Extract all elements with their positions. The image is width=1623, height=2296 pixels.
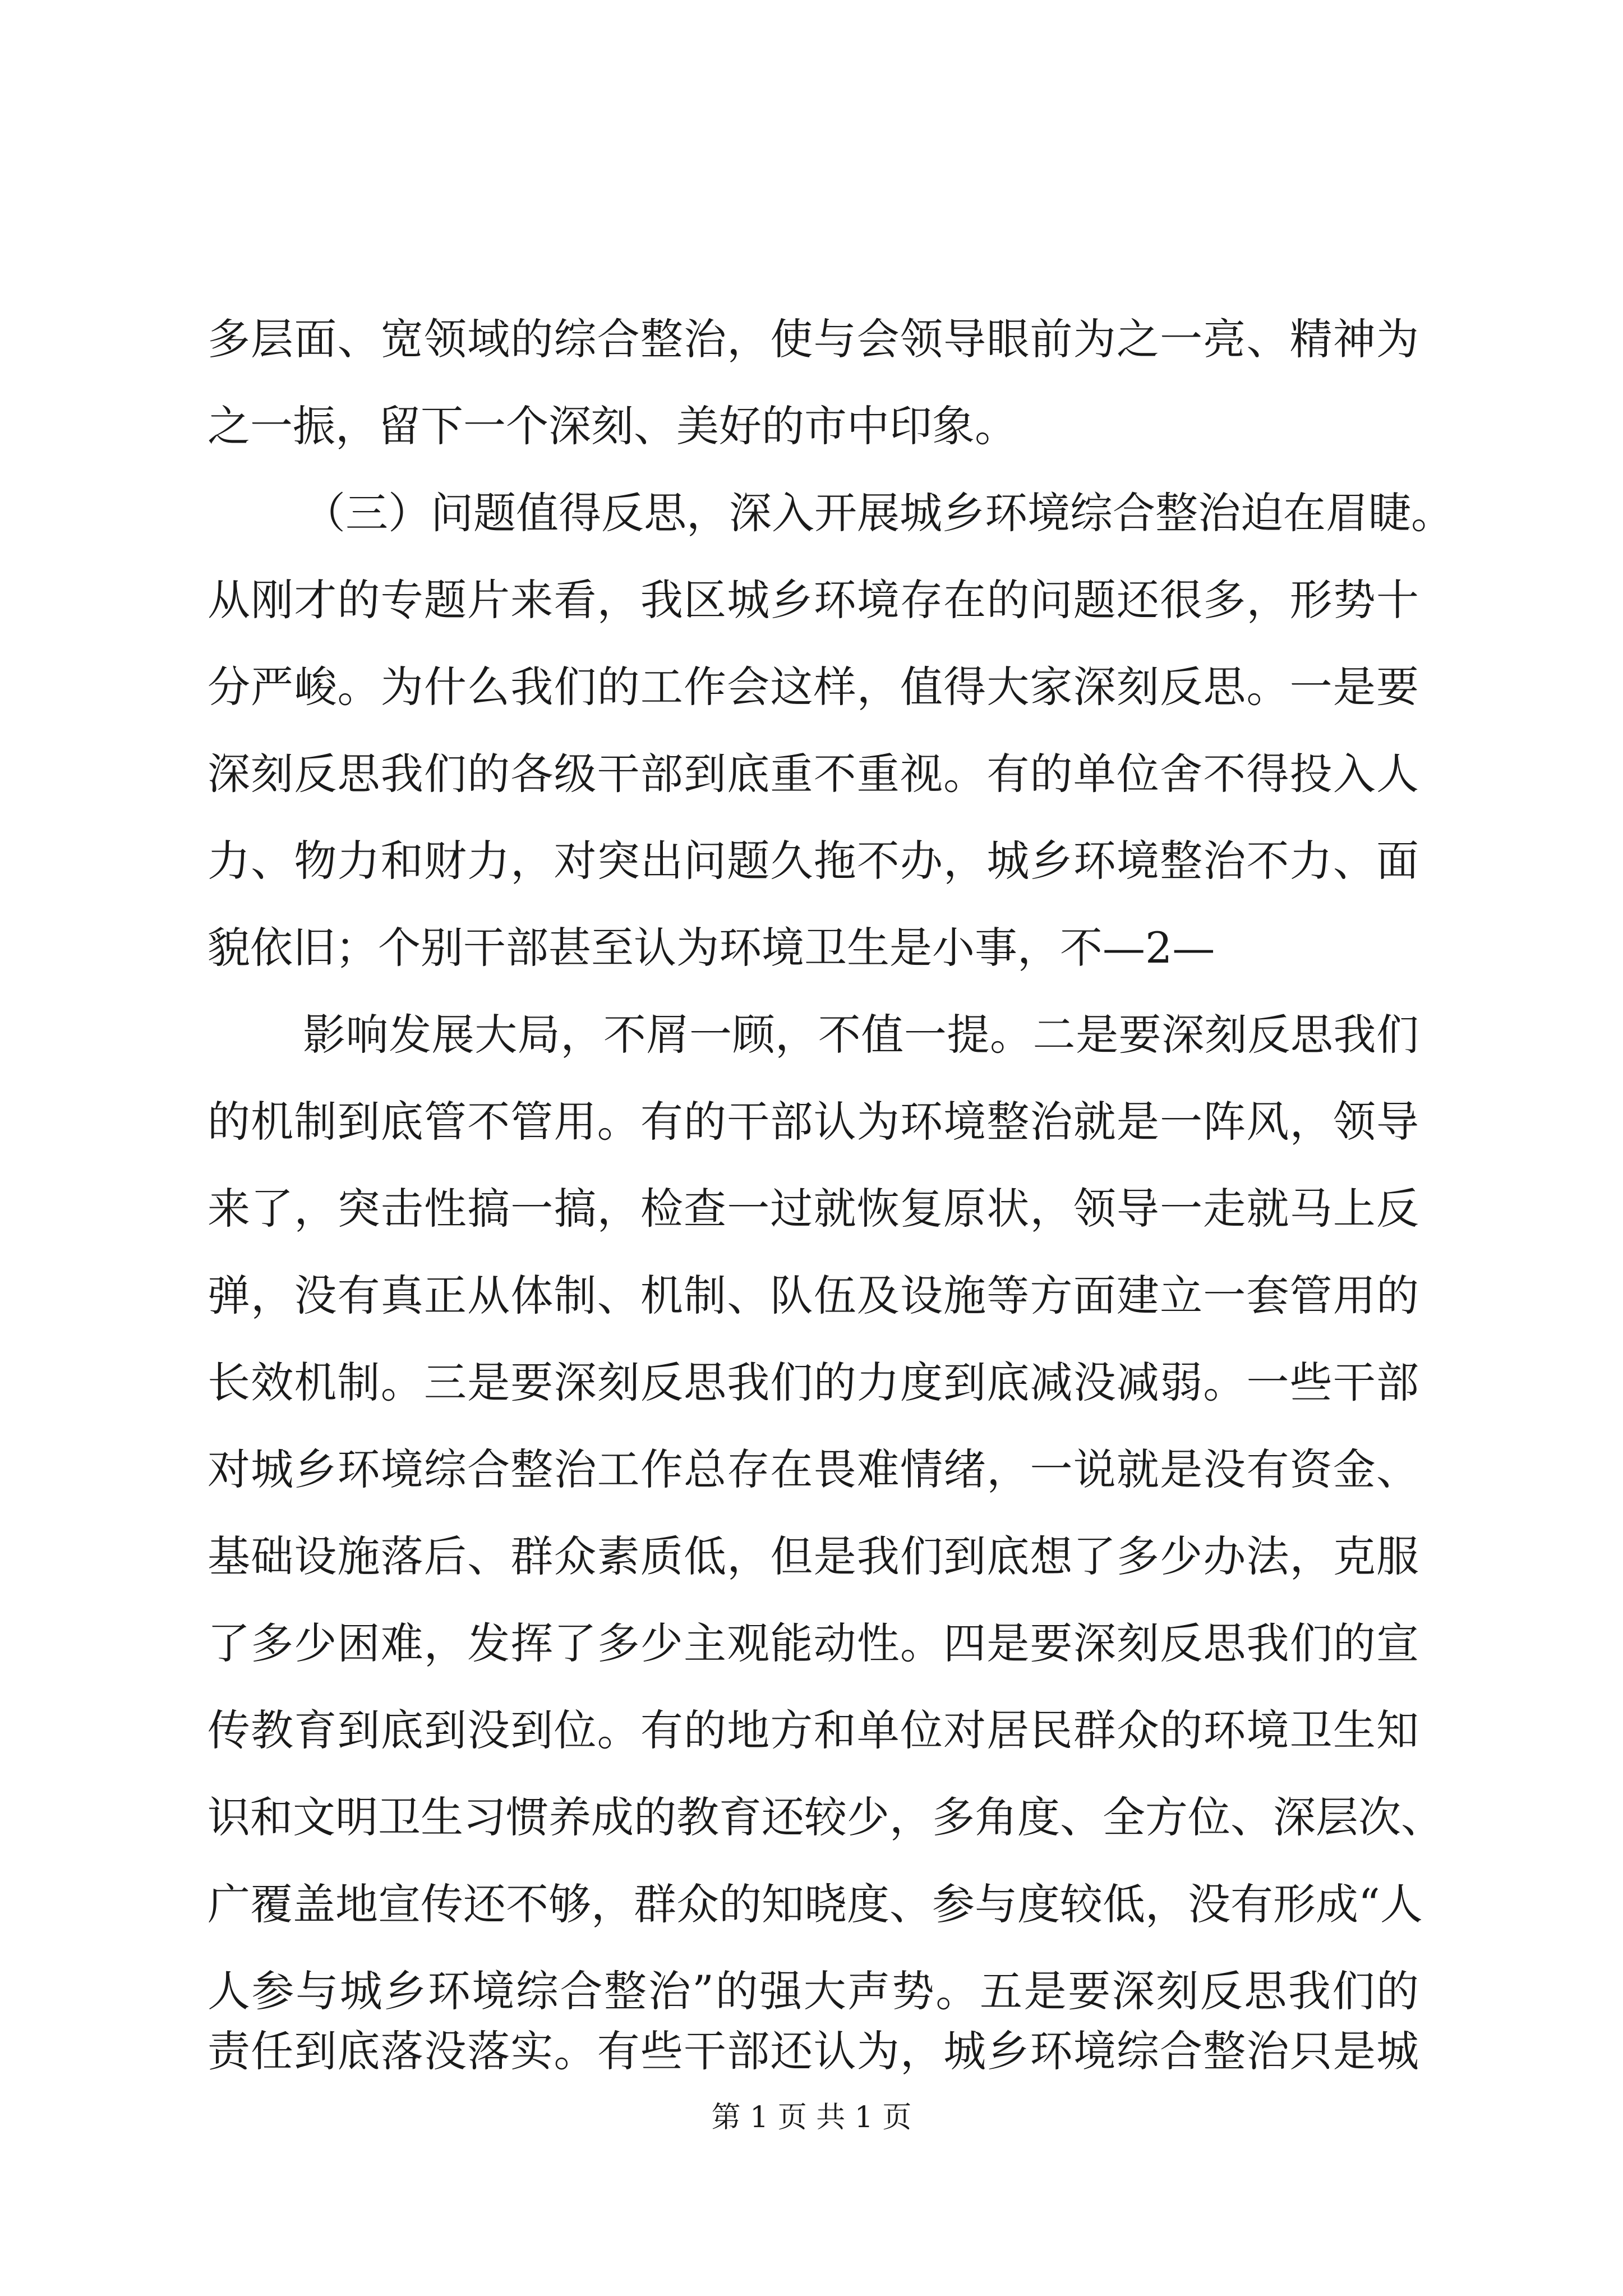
- body-line-18: 识和文明卫生习惯养成的教育还较少，多角度、全方位、深层次、: [208, 1792, 1444, 1842]
- body-line-16: 了多少困难，发挥了多少主观能动性。四是要深刻反思我们的宣: [208, 1618, 1419, 1668]
- body-line-20: 人参与城乡环境综合整治”的强大声势。五是要深刻反思我们的: [208, 1966, 1419, 2016]
- body-line-5: 分严峻。为什么我们的工作会这样，值得大家深刻反思。一是要: [208, 662, 1419, 712]
- body-line-9: 影响发展大局，不屑一顾，不值一提。二是要深刻反思我们: [303, 1010, 1419, 1060]
- body-line-14: 对城乡环境综合整治工作总存在畏难情绪，一说就是没有资金、: [208, 1444, 1419, 1494]
- body-line-15: 基础设施落后、群众素质低，但是我们到底想了多少办法，克服: [208, 1531, 1419, 1581]
- body-line-17: 传教育到底到没到位。有的地方和单位对居民群众的环境卫生知: [208, 1705, 1419, 1755]
- body-line-7: 力、物力和财力，对突出问题久拖不办，城乡环境整治不力、面: [208, 836, 1419, 886]
- body-line-8: 貌依旧；个别干部甚至认为环境卫生是小事，不—2—: [208, 923, 1215, 973]
- body-line-21: 责任到底落没落实。有些干部还认为，城乡环境综合整治只是城: [208, 2026, 1419, 2076]
- body-line-6: 深刻反思我们的各级干部到底重不重视。有的单位舍不得投入人: [208, 749, 1419, 799]
- page-footer: 第 1 页 共 1 页: [711, 2101, 912, 2134]
- body-line-2: 之一振，留下一个深刻、美好的市中印象。: [208, 401, 1017, 451]
- body-line-10: 的机制到底管不管用。有的干部认为环境整治就是一阵风，领导: [208, 1097, 1419, 1147]
- body-line-19: 广覆盖地宣传还不够，群众的知晓度、参与度较低，没有形成“人: [208, 1879, 1423, 1929]
- body-line-1: 多层面、宽领域的综合整治，使与会领导眼前为之一亮、精神为: [208, 314, 1419, 364]
- body-line-11: 来了，突击性搞一搞，检查一过就恢复原状，领导一走就马上反: [208, 1184, 1419, 1234]
- body-line-12: 弹，没有真正从体制、机制、队伍及设施等方面建立一套管用的: [208, 1271, 1419, 1320]
- body-line-13: 长效机制。三是要深刻反思我们的力度到底减没减弱。一些干部: [208, 1358, 1419, 1407]
- paragraph-heading-line: （三）问题值得反思，深入开展城乡环境综合整治迫在眉睫。: [303, 488, 1454, 538]
- body-line-4: 从刚才的专题片来看，我区城乡环境存在的问题还很多，形势十: [208, 575, 1419, 625]
